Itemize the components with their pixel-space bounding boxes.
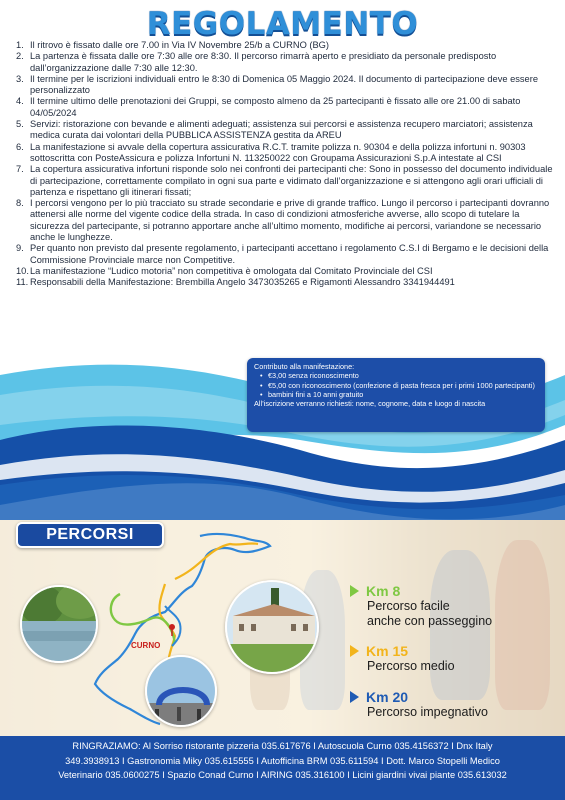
- route-20km: [350, 689, 488, 720]
- route-15km: [350, 643, 455, 674]
- footer-line: RINGRAZIAMO: Al Sorriso ristorante pizzeria 035.617676 I Autoscuola Curno 035.4156372 I Dnx Italy: [72, 741, 493, 751]
- rule-text: Servizi: ristorazione con bevande e alimenti adeguati; assistenza sui percorsi e assistenza recupero marciatori; assistenza medica curata dai volontari della PUBBLICA ASSISTENZA gestita da AREU: [30, 119, 533, 141]
- rule-item: [16, 51, 556, 74]
- route-description: Percorso impegnativo: [367, 705, 488, 719]
- percorsi-badge: PERCORSI: [16, 522, 164, 548]
- arrow-right-icon: [350, 645, 359, 657]
- race-start-photo: [145, 655, 217, 727]
- villa-photo: [225, 580, 319, 674]
- rule-number: 8.: [16, 198, 24, 209]
- rule-item: [16, 277, 556, 288]
- rule-text: La copertura assicurativa infortuni risponde solo nei confronti dei partecipanti che: Sono in possesso del documento individuale di partecipazione, correttamente compilato in ogni sua parte e vidimato dall’organizzazione e si attengono agli orari ufficiali di partenza e rispettano gli itinerari fissati;: [30, 164, 553, 197]
- rule-number: 4.: [16, 96, 24, 107]
- contribution-item: • bambini fini a 10 anni gratuito: [260, 389, 364, 399]
- route-distance: Km 15: [366, 643, 409, 659]
- rule-text: Per quanto non previsto dal presente regolamento, i partecipanti accettano i regolamento C.S.I di Bergamo e le decisioni della Commissione Provinciale marce non Competitive.: [30, 243, 549, 265]
- contribution-list: [254, 371, 538, 399]
- rule-text: I percorsi vengono per lo più tracciato su strade secondarie e prive di grande traffico. Lungo il percorso i partecipanti dovranno attenersi alle norme del vigente codice della strada. In caso di condizioni atmosferiche avverse, allo scopo di tutelare la sicurezza del partecipante, si potranno apportare anche all’ultimo momento, modifiche ai percorsi, variandone se necessario anche le lunghezze.: [30, 198, 550, 243]
- rule-item: [16, 142, 556, 165]
- rule-number: 7.: [16, 164, 24, 175]
- sponsors-footer: [0, 736, 565, 800]
- contribution-note: All’iscrizione verranno richiesti: nome, cognome, data e luogo di nascita: [254, 399, 486, 409]
- rule-text: Il termine per le iscrizioni individuali entro le 8:30 di Domenica 05 Maggio 2024. Il documento di partecipazione deve essere personalizzato: [30, 73, 538, 96]
- rule-item: [16, 266, 556, 277]
- rule-number: 9.: [16, 243, 24, 254]
- route-description: anche con passeggino: [367, 614, 493, 628]
- rule-number: 1.: [16, 40, 24, 50]
- route-distance: Km 20: [366, 689, 409, 705]
- rule-text: La manifestazione si avvale della copertura assicurativa R.C.T. tramite polizza n. 90304 e della polizza infortuni n. 90303 sottoscritta con PosteAssicura e polizza Infortuni N. 113250022 con Groupama Assicurazioni S.p.A intestate al CSI: [30, 141, 526, 163]
- rule-number: 2.: [16, 51, 24, 62]
- rules-list: [16, 40, 556, 289]
- rule-text: La manifestazione “Ludico motoria” non competitiva è omologata dal Comitato Provinciale del CSI: [30, 265, 433, 276]
- contribution-item: • €3,00 senza riconoscimento: [260, 371, 359, 381]
- contribution-item: • €5,00 con riconoscimento (confezione di pasta fresca per i primi 1000 partecipanti): [260, 380, 535, 390]
- rule-number: 6.: [16, 141, 24, 152]
- rule-text: Il ritrovo è fissato dalle ore 7.00 in Via IV Novembre 25/b a CURNO (BG): [30, 40, 330, 50]
- rule-text: Responsabili della Manifestazione: Brembilla Angelo 3473035265 e Rigamonti Alessandro 3341944491: [30, 277, 455, 288]
- rule-number: 5.: [16, 119, 24, 130]
- route-8km: [350, 583, 492, 629]
- contribution-heading: Contributo alla manifestazione:: [254, 362, 355, 371]
- rule-item: [16, 40, 556, 51]
- rule-item: [16, 96, 556, 119]
- rule-text: La partenza è fissata dalle ore 7:30 alle ore 8:30. Il percorso rimarrà aperto e presidiato da personale predisposto dall’organizzazione dalle 7:30 alle 12:30.: [30, 51, 497, 73]
- route-description: Percorso facile: [367, 599, 450, 613]
- contribution-box: [247, 358, 545, 432]
- rule-item: [16, 243, 556, 266]
- rule-item: [16, 74, 556, 97]
- rule-number: 10.: [16, 265, 29, 276]
- footer-line: 349.3938913 I Gastronomia Miky 035.615555 I Autofficina BRM 035.611594 I Dott. Marco Stopelli Medico: [65, 755, 500, 766]
- route-description: Percorso medio: [367, 659, 455, 673]
- rule-text: Il termine ultimo delle prenotazioni dei Gruppi, se composto almeno da 25 partecipanti è fissato alle ore 21.00 di sabato 04/05/2024: [30, 96, 521, 118]
- arrow-right-icon: [350, 585, 359, 597]
- rule-item: [16, 119, 556, 142]
- rule-number: 3.: [16, 73, 24, 84]
- lake-photo: [20, 585, 98, 663]
- route-distance: Km 8: [366, 583, 401, 599]
- arrow-right-icon: [350, 691, 359, 703]
- page-title: REGOLAMENTO: [146, 6, 419, 42]
- curno-map-label: CURNO: [131, 641, 161, 650]
- rule-item: [16, 164, 556, 198]
- footer-line: Veterinario 035.0600275 I Spazio Conad Curno I AIRING 035.316100 I Licini giardini vivai piante 035.613032: [58, 770, 507, 780]
- rule-item: [16, 198, 556, 243]
- rule-number: 11.: [16, 277, 29, 288]
